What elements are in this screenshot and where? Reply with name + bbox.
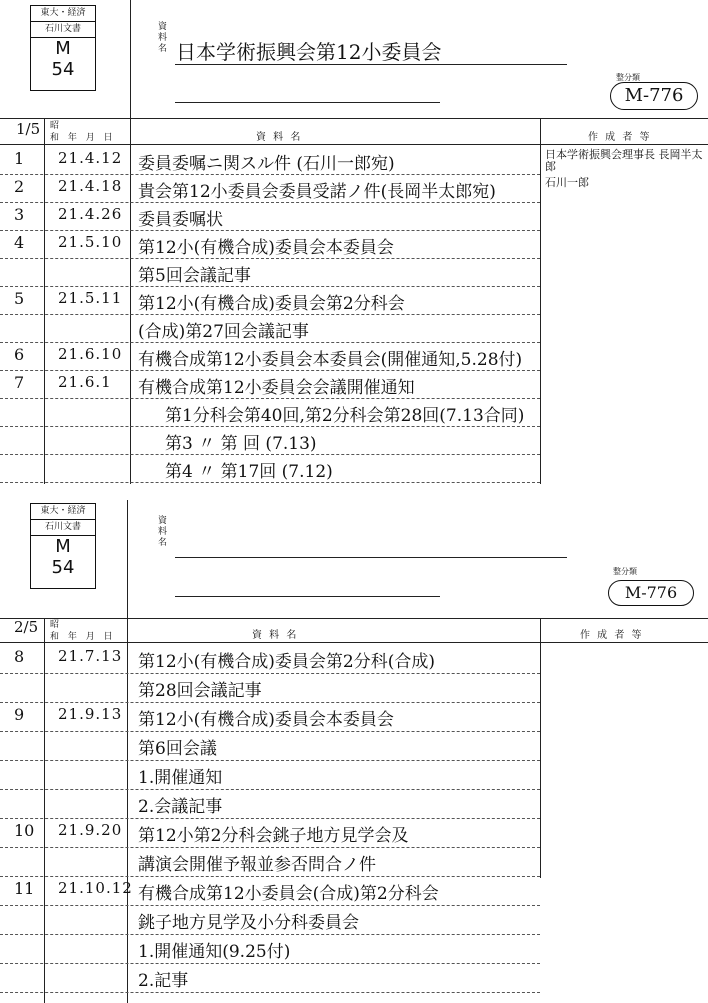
row-date: 21.7.13 bbox=[58, 647, 123, 665]
row-document-name: 第12小(有機合成)委員会第2分科会 bbox=[138, 294, 405, 314]
stamp-code-letter: M bbox=[55, 536, 71, 557]
row-rule bbox=[0, 847, 540, 848]
row-date: 21.5.10 bbox=[58, 233, 123, 251]
row-document-name: 有機合成第12小委員会会議開催通知 bbox=[138, 378, 415, 398]
row-date: 21.5.11 bbox=[58, 289, 123, 307]
row-number: 9 bbox=[14, 705, 25, 724]
stamp-code-letter: M bbox=[55, 38, 71, 59]
row-document-name: 第6回会議 bbox=[138, 739, 217, 759]
archive-stamp-2 bbox=[30, 503, 96, 589]
row-rule bbox=[0, 230, 540, 231]
row-number: 4 bbox=[14, 233, 25, 252]
row-number: 3 bbox=[14, 205, 25, 224]
title-label-2: 資料名 bbox=[158, 516, 168, 548]
row-number: 8 bbox=[14, 647, 25, 666]
stamp-line2: 石川文書 bbox=[31, 22, 95, 38]
row-date: 21.4.12 bbox=[58, 149, 123, 167]
row-rule bbox=[0, 426, 540, 427]
row-document-name: 第28回会議記事 bbox=[138, 681, 262, 701]
row-document-name: 第12小(有機合成)委員会本委員会 bbox=[138, 238, 394, 258]
row-rule bbox=[0, 454, 540, 455]
classification-badge: M-776 bbox=[610, 82, 698, 110]
stamp-code-number: 54 bbox=[51, 557, 75, 578]
row-date: 21.9.13 bbox=[58, 705, 123, 723]
name-header-2: 資 料 名 bbox=[252, 630, 299, 641]
date-header-2: 和 年 月 日 bbox=[50, 632, 116, 642]
stamp-line1: 東大・経済 bbox=[31, 504, 95, 520]
page-title: 日本学術振興会第12小委員会 bbox=[176, 40, 442, 64]
row-document-name: 有機合成第12小委員会(合成)第2分科会 bbox=[138, 884, 439, 904]
row-number: 11 bbox=[14, 879, 35, 898]
row-document-name: 銚子地方見学及小分科委員会 bbox=[138, 913, 359, 933]
row-rule bbox=[0, 482, 540, 483]
row-document-name: 第12小(有機合成)委員会第2分科(合成) bbox=[138, 652, 435, 672]
era-label-2: 昭 bbox=[50, 620, 60, 630]
row-document-name: 第12小(有機合成)委員会本委員会 bbox=[138, 710, 394, 730]
classification-label-2: 整分類 bbox=[613, 567, 637, 576]
row-rule bbox=[0, 258, 540, 259]
row-rule bbox=[0, 905, 540, 906]
date-header: 和 年 月 日 bbox=[50, 133, 116, 143]
row-date: 21.6.1 bbox=[58, 373, 112, 391]
row-document-name: 第12小第2分科会銚子地方見学会及 bbox=[138, 826, 409, 846]
row-rule bbox=[0, 673, 540, 674]
row-date: 21.6.10 bbox=[58, 345, 123, 363]
row-rule bbox=[0, 398, 540, 399]
row-number: 1 bbox=[14, 149, 25, 168]
row-document-name: 1.開催通知(9.25付) bbox=[138, 942, 291, 962]
classification-label: 整分類 bbox=[616, 73, 640, 82]
row-rule bbox=[0, 731, 540, 732]
row-document-name: 貴会第12小委員会委員受諾ノ件(長岡半太郎宛) bbox=[138, 182, 496, 202]
row-number: 10 bbox=[14, 821, 35, 840]
row-rule bbox=[0, 702, 540, 703]
row-rule bbox=[0, 876, 540, 877]
row-date: 21.10.12 bbox=[58, 879, 133, 897]
row-rule bbox=[0, 789, 540, 790]
row-document-name: 第1分科会第40回,第2分科会第28回(7.13合同) bbox=[165, 406, 525, 426]
stamp-code-number: 54 bbox=[51, 59, 75, 80]
row-document-name: 2.会議記事 bbox=[138, 797, 223, 817]
row-rule bbox=[0, 202, 540, 203]
row-author: 石川一郎 bbox=[545, 176, 589, 189]
archive-stamp bbox=[30, 5, 96, 91]
row-document-name: 第3 〃 第 回 (7.13) bbox=[165, 434, 317, 454]
row-document-name: 委員委嘱状 bbox=[138, 210, 223, 230]
stamp-line2: 石川文書 bbox=[31, 520, 95, 536]
name-header: 資 料 名 bbox=[256, 132, 303, 143]
row-document-name: 第4 〃 第17回 (7.12) bbox=[165, 462, 333, 482]
sheet1-number: 1/5 bbox=[16, 120, 41, 138]
row-date: 21.4.26 bbox=[58, 205, 123, 223]
row-document-name: 第5回会議記事 bbox=[138, 266, 251, 286]
row-author: 日本学術振興会理事長 長岡半太郎 bbox=[545, 148, 703, 173]
row-rule bbox=[0, 370, 540, 371]
classification-badge-2: M-776 bbox=[608, 580, 694, 606]
row-rule bbox=[0, 934, 540, 935]
row-rule bbox=[0, 992, 540, 993]
row-rule bbox=[0, 818, 540, 819]
row-document-name: 1.開催通知 bbox=[138, 768, 223, 788]
row-document-name: 有機合成第12小委員会本委員会(開催通知,5.28付) bbox=[138, 350, 523, 370]
row-date: 21.9.20 bbox=[58, 821, 123, 839]
row-rule bbox=[0, 314, 540, 315]
row-rule bbox=[0, 760, 540, 761]
era-label: 昭 bbox=[50, 121, 60, 131]
row-date: 21.4.18 bbox=[58, 177, 123, 195]
row-rule bbox=[0, 174, 540, 175]
row-rule bbox=[0, 286, 540, 287]
row-number: 2 bbox=[14, 177, 25, 196]
row-rule bbox=[0, 963, 540, 964]
title-label: 資料名 bbox=[158, 22, 168, 54]
row-document-name: 講演会開催予報並参否問合ノ件 bbox=[138, 855, 376, 875]
row-number: 5 bbox=[14, 289, 25, 308]
row-document-name: (合成)第27回会議記事 bbox=[138, 322, 309, 342]
row-document-name: 2.記事 bbox=[138, 971, 189, 991]
author-header: 作 成 者 等 bbox=[588, 132, 652, 143]
row-number: 6 bbox=[14, 345, 25, 364]
author-header-2: 作 成 者 等 bbox=[580, 630, 644, 641]
sheet2-number: 2/5 bbox=[14, 618, 39, 636]
row-rule bbox=[0, 342, 540, 343]
stamp-line1: 東大・経済 bbox=[31, 6, 95, 22]
row-number: 7 bbox=[14, 373, 25, 392]
row-document-name: 委員委嘱ニ関スル件 (石川一郎宛) bbox=[138, 154, 395, 174]
